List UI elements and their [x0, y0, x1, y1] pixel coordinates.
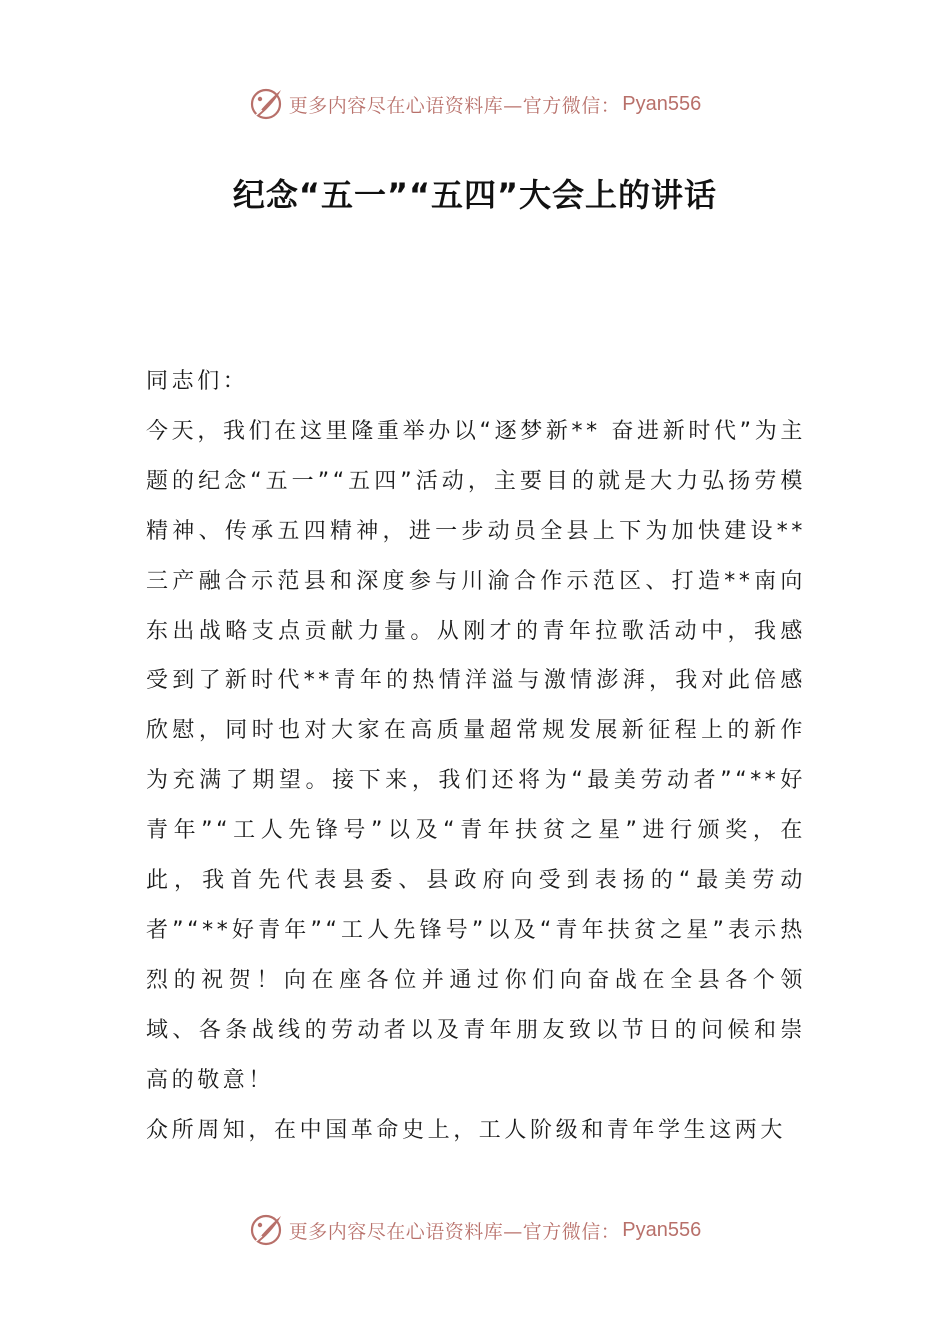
watermark-wechat-id: Pyan556 — [622, 92, 702, 115]
watermark-wechat-id: Pyan556 — [622, 1218, 702, 1241]
footer-watermark — [0, 1208, 950, 1252]
salutation: 同志们： — [146, 369, 249, 394]
quill-pen-icon — [249, 1212, 285, 1248]
document-body — [146, 357, 806, 1156]
paragraph: 今天，我们在这里隆重举办以“逐梦新** 奋进新时代”为主题的纪念“五一”“五四”活动，主要目的就是大力弘扬劳模精神、传承五四精神，进一步动员全县上下为加快建设**三产融合示范县和深度参与川渝合作示范区、打造**南向东出战略支点贡献力量。从刚才的青年拉歌活动中，我感受到了新时代**青年的热情洋溢与激情澎湃，我对此倍感欣慰，同时也对大家在高质量超常规发展新征程上的新作为充满了期望。接下来，我们还将为“最美劳动者”“**好青年”“工人先锋号”以及“青年扶贫之星”进行颁奖，在此，我首先代表县委、县政府向受到表扬的“最美劳动者”“**好青年”“工人先锋号”以及“青年扶贫之星”表示热烈的祝贺！向在座各位并通过你们向奋战在全县各个领域、各条战线的劳动者以及青年朋友致以节日的问候和崇高的敬意！ — [146, 418, 806, 1093]
watermark-text: 更多内容尽在心语资料库—官方微信： — [288, 1220, 621, 1243]
paragraph: 众所周知，在中国革命史上，工人阶级和青年学生这两大 — [146, 1117, 787, 1143]
quill-pen-icon — [249, 86, 285, 122]
document-title: 纪念“五一”“五四”大会上的讲话 — [232, 176, 718, 214]
watermark-text: 更多内容尽在心语资料库—官方微信： — [288, 94, 621, 117]
header-watermark — [0, 82, 950, 126]
